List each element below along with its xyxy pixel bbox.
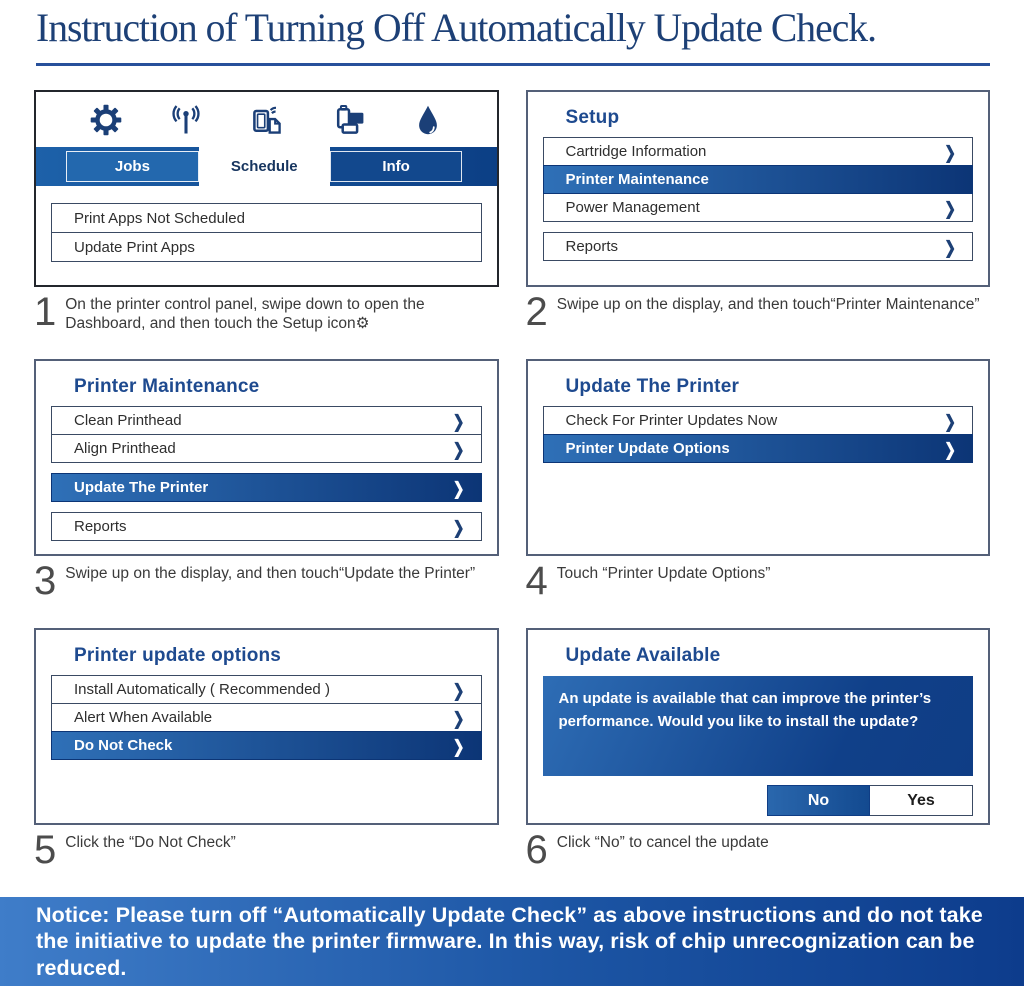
yes-button[interactable]: Yes xyxy=(870,785,973,816)
menu-item-label: Clean Printhead xyxy=(74,412,182,429)
chevron-right-icon: ❯ xyxy=(452,438,465,459)
eprint-icon[interactable] xyxy=(248,102,286,138)
step-6-caption xyxy=(525,828,991,875)
panel-printer-update-options xyxy=(34,628,499,825)
wireless-icon[interactable] xyxy=(168,102,204,138)
menu-item-label: Reports xyxy=(74,518,127,535)
setup-menu xyxy=(543,137,974,261)
chevron-right-icon: ❯ xyxy=(944,197,956,218)
menu-item-label: Install Automatically ( Recommended ) xyxy=(74,681,330,698)
step-number: 4 xyxy=(525,559,548,603)
devices-icon[interactable] xyxy=(330,102,368,138)
panel-setup xyxy=(526,90,991,287)
menu-item-label: Update The Printer xyxy=(74,479,209,496)
menu-item-check-for-printer-updates-now[interactable] xyxy=(543,406,974,435)
tab-schedule[interactable]: Schedule xyxy=(199,147,330,186)
header xyxy=(0,0,1024,66)
dashboard-icon-row xyxy=(36,92,497,147)
panel-heading: Setup xyxy=(565,107,620,128)
step-3-caption xyxy=(34,559,499,606)
chevron-right-icon: ❯ xyxy=(452,707,465,728)
menu-item-install-automatically-recommended[interactable] xyxy=(51,675,482,704)
notice-banner xyxy=(0,897,1024,986)
menu-item-label: Printer Maintenance xyxy=(565,171,709,188)
menu-item-label: Align Printhead xyxy=(74,440,176,457)
menu-item-label: Update Print Apps xyxy=(74,238,195,256)
menu-item-label: Printer Update Options xyxy=(565,440,730,457)
dashboard-list xyxy=(51,203,482,262)
menu-item-label: Check For Printer Updates Now xyxy=(565,412,778,429)
step-text: On the printer control panel, swipe down to open the Dashboard, and then touch the Setup icon⚙ xyxy=(65,296,425,332)
step-number: 5 xyxy=(34,828,57,872)
chevron-right-icon: ❯ xyxy=(944,410,956,431)
chevron-right-icon: ❯ xyxy=(452,410,465,431)
menu-item-reports[interactable] xyxy=(543,232,974,261)
menu-item-update-print-apps[interactable] xyxy=(51,232,482,262)
step-text: Swipe up on the display, and then touch“Update the Printer” xyxy=(65,565,476,582)
update-message-box: An update is available that can improve the printer’s performance. Would you like to install the update? xyxy=(543,676,974,776)
step-4-cell xyxy=(526,359,991,606)
menu-item-label: Do Not Check xyxy=(74,737,173,754)
panel-printer-maintenance xyxy=(34,359,499,556)
menu-item-update-the-printer[interactable] xyxy=(51,473,482,502)
menu-item-do-not-check[interactable] xyxy=(51,731,482,760)
step-2-caption xyxy=(525,290,991,337)
step-number: 2 xyxy=(525,290,548,334)
chevron-right-icon: ❯ xyxy=(944,438,956,459)
chevron-right-icon: ❯ xyxy=(944,141,956,162)
update-options-menu xyxy=(51,675,482,760)
menu-item-label: Print Apps Not Scheduled xyxy=(74,209,245,227)
maintenance-menu xyxy=(51,406,482,541)
step-5-caption xyxy=(34,828,499,875)
step-number: 6 xyxy=(525,828,548,872)
menu-item-clean-printhead[interactable] xyxy=(51,406,482,435)
panel-heading: Printer Maintenance xyxy=(74,376,260,397)
step-text: Touch “Printer Update Options” xyxy=(556,565,771,582)
menu-item-label: Power Management xyxy=(565,199,700,216)
step-text: Swipe up on the display, and then touch“Printer Maintenance” xyxy=(556,296,980,313)
dashboard-tab-bar xyxy=(36,147,497,186)
step-6-cell xyxy=(526,628,991,875)
panel-heading: Printer update options xyxy=(74,645,282,666)
chevron-right-icon: ❯ xyxy=(452,679,465,700)
panel-update-the-printer xyxy=(526,359,991,556)
title-underline xyxy=(36,63,990,66)
step-5-cell xyxy=(34,628,499,875)
tab-jobs[interactable]: Jobs xyxy=(66,151,199,182)
panels-grid xyxy=(0,90,1024,875)
menu-item-cartridge-information[interactable] xyxy=(543,137,974,166)
menu-item-printer-update-options[interactable] xyxy=(543,434,974,463)
menu-item-align-printhead[interactable] xyxy=(51,434,482,463)
chevron-right-icon: ❯ xyxy=(452,735,465,756)
step-2-cell xyxy=(526,90,991,337)
step-3-cell xyxy=(34,359,499,606)
tab-info[interactable]: Info xyxy=(330,151,463,182)
panel-update-available xyxy=(526,628,991,825)
menu-item-label: Reports xyxy=(565,238,619,255)
menu-item-printer-maintenance[interactable] xyxy=(543,165,974,194)
update-printer-menu xyxy=(543,406,974,463)
no-button[interactable]: No xyxy=(767,785,870,816)
panel-heading: Update Available xyxy=(565,645,721,666)
menu-item-alert-when-available[interactable] xyxy=(51,703,482,732)
step-text: Click the “Do Not Check” xyxy=(65,834,236,851)
chevron-right-icon: ❯ xyxy=(452,477,465,498)
chevron-right-icon: ❯ xyxy=(944,236,956,257)
ink-drop-icon[interactable] xyxy=(412,102,444,138)
menu-item-label: Alert When Available xyxy=(74,709,213,726)
setup-gear-icon[interactable] xyxy=(88,102,124,138)
step-1-cell xyxy=(34,90,499,337)
menu-item-label: Cartridge Information xyxy=(565,143,707,160)
page-title: Instruction of Turning Off Automatically Update Check. xyxy=(36,5,876,50)
chevron-right-icon: ❯ xyxy=(452,516,465,537)
menu-item-power-management[interactable] xyxy=(543,193,974,222)
panel-heading: Update The Printer xyxy=(565,376,740,397)
step-text: Click “No” to cancel the update xyxy=(556,834,769,851)
menu-item-print-apps-not-scheduled[interactable] xyxy=(51,203,482,233)
step-number: 1 xyxy=(34,290,57,334)
panel-dashboard xyxy=(34,90,499,287)
menu-item-reports[interactable] xyxy=(51,512,482,541)
step-number: 3 xyxy=(34,559,57,603)
step-4-caption xyxy=(525,559,991,606)
dialog-button-row xyxy=(543,785,974,816)
step-1-caption xyxy=(34,290,499,337)
notice-text: Notice: Please turn off “Automatically Update Check” as above instructions and do not take the initiative to update the printer firmware. In this way, risk of chip unrecognization can be reduced. xyxy=(36,903,983,980)
